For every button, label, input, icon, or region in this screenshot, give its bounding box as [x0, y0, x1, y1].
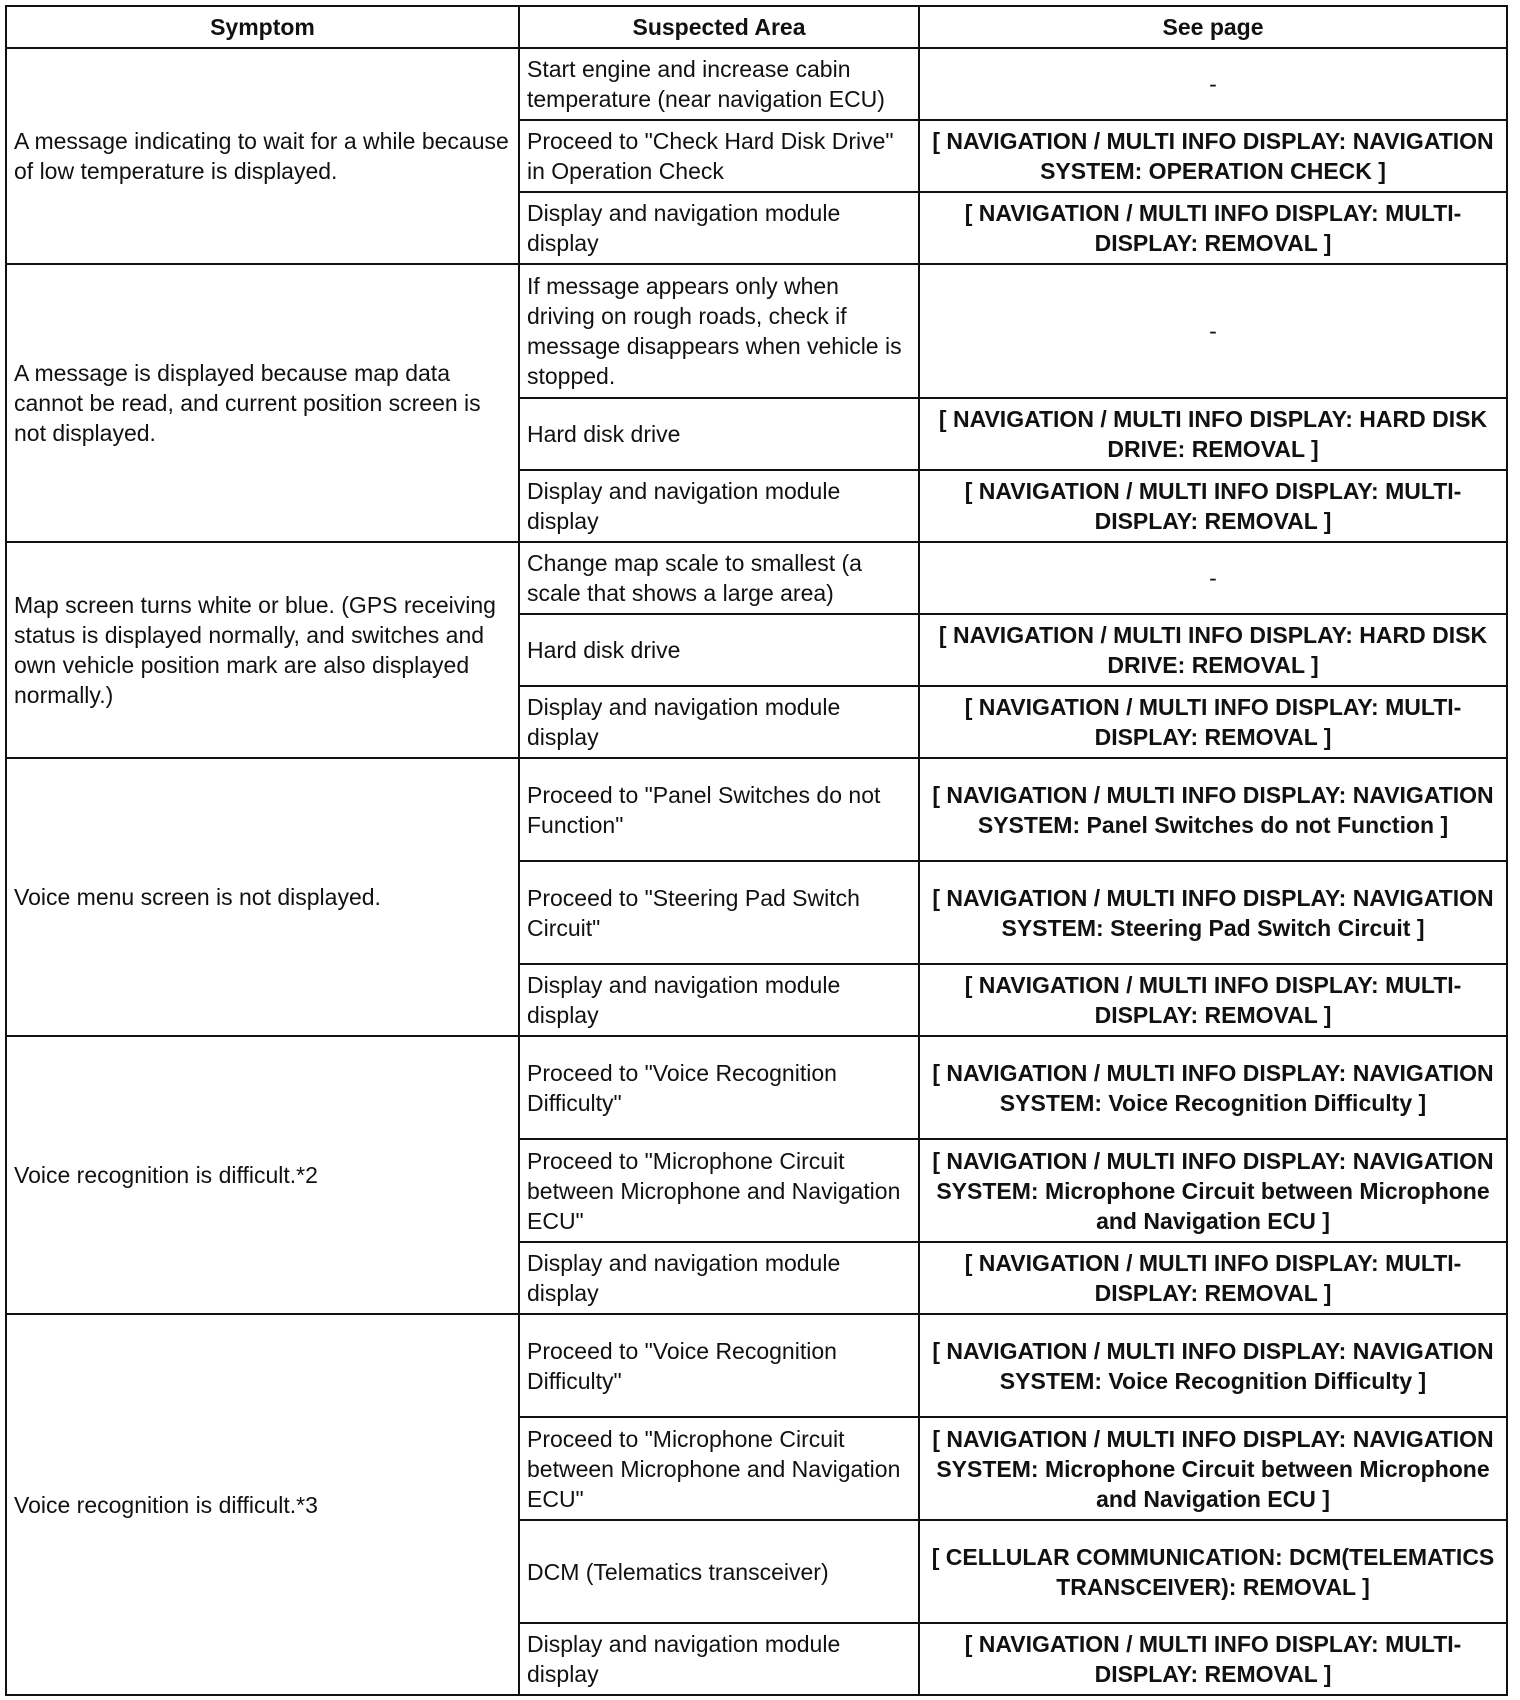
- header-see-page: See page: [919, 6, 1507, 48]
- see-page-link[interactable]: [ NAVIGATION / MULTI INFO DISPLAY: NAVIGATION SYSTEM: Voice Recognition Difficulty ]: [919, 1036, 1507, 1139]
- suspected-area-cell: Display and navigation module display: [519, 1242, 919, 1314]
- suspected-area-cell: Proceed to "Microphone Circuit between Microphone and Navigation ECU": [519, 1417, 919, 1520]
- header-suspected-area: Suspected Area: [519, 6, 919, 48]
- see-page-link[interactable]: [ NAVIGATION / MULTI INFO DISPLAY: MULTI-DISPLAY: REMOVAL ]: [919, 1623, 1507, 1695]
- see-page-link[interactable]: [ NAVIGATION / MULTI INFO DISPLAY: MULTI-DISPLAY: REMOVAL ]: [919, 964, 1507, 1036]
- symptom-cell: A message is displayed because map data cannot be read, and current position screen is not displayed.: [6, 264, 519, 542]
- see-page-link[interactable]: [ CELLULAR COMMUNICATION: DCM(TELEMATICS TRANSCEIVER): REMOVAL ]: [919, 1520, 1507, 1623]
- see-page-link[interactable]: [ NAVIGATION / MULTI INFO DISPLAY: NAVIGATION SYSTEM: Microphone Circuit between Microphone and Navigation ECU ]: [919, 1417, 1507, 1520]
- see-page-link[interactable]: [ NAVIGATION / MULTI INFO DISPLAY: HARD DISK DRIVE: REMOVAL ]: [919, 614, 1507, 686]
- see-page-link[interactable]: [ NAVIGATION / MULTI INFO DISPLAY: MULTI-DISPLAY: REMOVAL ]: [919, 470, 1507, 542]
- see-page-link[interactable]: [ NAVIGATION / MULTI INFO DISPLAY: HARD DISK DRIVE: REMOVAL ]: [919, 398, 1507, 470]
- see-page-cell: -: [919, 48, 1507, 120]
- troubleshooting-table: [5, 5, 1508, 1696]
- suspected-area-cell: Proceed to "Steering Pad Switch Circuit": [519, 861, 919, 964]
- symptom-cell: Voice recognition is difficult.*3: [6, 1314, 519, 1695]
- table-row: [6, 264, 1507, 398]
- symptom-cell: Map screen turns white or blue. (GPS receiving status is displayed normally, and switches and own vehicle position mark are also displayed normally.): [6, 542, 519, 758]
- see-page-link[interactable]: [ NAVIGATION / MULTI INFO DISPLAY: NAVIGATION SYSTEM: OPERATION CHECK ]: [919, 120, 1507, 192]
- header-symptom: Symptom: [6, 6, 519, 48]
- header-row: [6, 6, 1507, 48]
- suspected-area-cell: Proceed to "Panel Switches do not Function": [519, 758, 919, 861]
- suspected-area-cell: DCM (Telematics transceiver): [519, 1520, 919, 1623]
- symptom-cell: Voice menu screen is not displayed.: [6, 758, 519, 1036]
- see-page-link[interactable]: [ NAVIGATION / MULTI INFO DISPLAY: NAVIGATION SYSTEM: Steering Pad Switch Circuit ]: [919, 861, 1507, 964]
- suspected-area-cell: Proceed to "Voice Recognition Difficulty": [519, 1314, 919, 1417]
- table-row: [6, 1036, 1507, 1139]
- table-row: [6, 542, 1507, 614]
- suspected-area-cell: Proceed to "Check Hard Disk Drive" in Operation Check: [519, 120, 919, 192]
- suspected-area-cell: Change map scale to smallest (a scale that shows a large area): [519, 542, 919, 614]
- table-row: [6, 1314, 1507, 1417]
- suspected-area-cell: Display and navigation module display: [519, 470, 919, 542]
- suspected-area-cell: Display and navigation module display: [519, 192, 919, 264]
- symptom-cell: Voice recognition is difficult.*2: [6, 1036, 519, 1314]
- see-page-link[interactable]: [ NAVIGATION / MULTI INFO DISPLAY: NAVIGATION SYSTEM: Microphone Circuit between Microphone and Navigation ECU ]: [919, 1139, 1507, 1242]
- suspected-area-cell: Display and navigation module display: [519, 1623, 919, 1695]
- suspected-area-cell: Display and navigation module display: [519, 964, 919, 1036]
- suspected-area-cell: Proceed to "Microphone Circuit between Microphone and Navigation ECU": [519, 1139, 919, 1242]
- see-page-link[interactable]: [ NAVIGATION / MULTI INFO DISPLAY: MULTI-DISPLAY: REMOVAL ]: [919, 1242, 1507, 1314]
- suspected-area-cell: Display and navigation module display: [519, 686, 919, 758]
- see-page-link[interactable]: [ NAVIGATION / MULTI INFO DISPLAY: NAVIGATION SYSTEM: Panel Switches do not Function ]: [919, 758, 1507, 861]
- table-row: [6, 758, 1507, 861]
- suspected-area-cell: Proceed to "Voice Recognition Difficulty": [519, 1036, 919, 1139]
- see-page-cell: -: [919, 264, 1507, 398]
- suspected-area-cell: Start engine and increase cabin temperature (near navigation ECU): [519, 48, 919, 120]
- suspected-area-cell: If message appears only when driving on rough roads, check if message disappears when vehicle is stopped.: [519, 264, 919, 398]
- table-row: [6, 48, 1507, 120]
- see-page-link[interactable]: [ NAVIGATION / MULTI INFO DISPLAY: MULTI-DISPLAY: REMOVAL ]: [919, 192, 1507, 264]
- see-page-link[interactable]: [ NAVIGATION / MULTI INFO DISPLAY: MULTI-DISPLAY: REMOVAL ]: [919, 686, 1507, 758]
- symptom-cell: A message indicating to wait for a while because of low temperature is displayed.: [6, 48, 519, 264]
- see-page-link[interactable]: [ NAVIGATION / MULTI INFO DISPLAY: NAVIGATION SYSTEM: Voice Recognition Difficulty ]: [919, 1314, 1507, 1417]
- suspected-area-cell: Hard disk drive: [519, 614, 919, 686]
- see-page-cell: -: [919, 542, 1507, 614]
- suspected-area-cell: Hard disk drive: [519, 398, 919, 470]
